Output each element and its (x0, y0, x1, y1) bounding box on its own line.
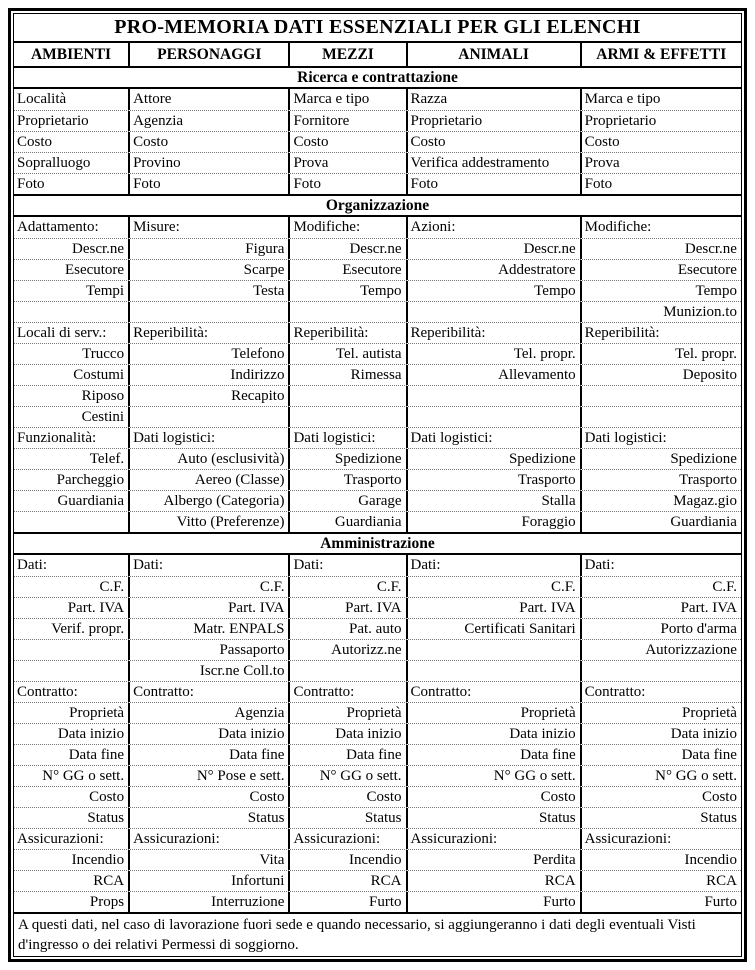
table-cell: Foto (130, 174, 290, 194)
table-cell: Guardiania (670, 513, 737, 530)
table-row (14, 343, 741, 364)
table-cell: Proprietà (290, 703, 407, 723)
table-cell: Garage (290, 491, 407, 511)
table-cell: Foto (408, 174, 582, 194)
table-cell (408, 661, 582, 681)
table-cell: Part. IVA (14, 598, 130, 618)
table-cell: Infortuni (130, 871, 290, 891)
table-cell (408, 386, 582, 406)
table-cell: Proprietario (14, 111, 130, 131)
table-cell: Dati logistici: (290, 428, 407, 448)
table-cell: Pat. auto (290, 619, 407, 639)
table-row (14, 173, 741, 194)
section-header: Amministrazione (14, 532, 741, 555)
table-cell: Funzionalità: (14, 428, 130, 448)
section-header: Organizzazione (14, 194, 741, 217)
table-cell (290, 407, 407, 427)
table-cell (14, 302, 130, 322)
table-cell: Costo (14, 787, 130, 807)
table-cell: Autorizzazione (645, 641, 737, 658)
table-cell: Incendio (684, 851, 737, 868)
table-cell: Verif. propr. (14, 619, 130, 639)
table-row (14, 301, 741, 322)
table-cell: Telefono (130, 344, 290, 364)
table-cell: Dati: (130, 555, 290, 576)
table-cell: Status (130, 808, 290, 828)
table-cell: Verifica addestramento (408, 153, 582, 173)
table-cell: Tel. autista (290, 344, 407, 364)
table-cell: Trasporto (290, 470, 407, 490)
table-cell (130, 407, 290, 427)
table-cell: Contratto: (14, 682, 130, 702)
table-cell: Data fine (130, 745, 290, 765)
table-cell: Costo (14, 132, 130, 152)
table-cell: Status (290, 808, 407, 828)
table-cell: Descr.ne (290, 239, 407, 259)
table-cell: Stalla (408, 491, 582, 511)
table-cell: Agenzia (130, 111, 290, 131)
table-cell: Contratto: (290, 682, 407, 702)
table-cell: Esecutore (290, 260, 407, 280)
table-cell: Costo (408, 132, 582, 152)
table-cell: Albergo (Categoria) (130, 491, 290, 511)
column-header: AMBIENTI (14, 43, 130, 66)
table-cell (582, 661, 741, 681)
table-cell: Status (700, 809, 737, 826)
table-row (14, 744, 741, 765)
table-cell: Proprietario (584, 112, 657, 129)
table-cell: Costo (290, 132, 407, 152)
table-cell: Costo (130, 132, 290, 152)
table-row (14, 448, 741, 469)
table-cell: Costumi (14, 365, 130, 385)
table-cell (290, 661, 407, 681)
table-cell: Trucco (14, 344, 130, 364)
table-cell: RCA (14, 871, 130, 891)
column-header: ARMI & EFFETTI (596, 45, 727, 63)
table-cell: Data fine (290, 745, 407, 765)
table-cell: Auto (esclusività) (130, 449, 290, 469)
table-cell: RCA (290, 871, 407, 891)
table-cell: Prova (290, 153, 407, 173)
table-row (14, 490, 741, 511)
table-row (14, 576, 741, 597)
table-cell: Deposito (682, 366, 737, 383)
table-cell: Contratto: (584, 683, 646, 700)
table-row (14, 849, 741, 870)
table-cell: Modifiche: (584, 219, 652, 235)
table-row (14, 322, 741, 343)
table-cell: Spedizione (290, 449, 407, 469)
table-cell: Dati logistici: (130, 428, 290, 448)
table-cell: Esecutore (677, 261, 737, 278)
footer-note: A questi dati, nel caso di lavorazione fuori sede e quando necessario, si aggiungeranno i dati degli eventuali Visti d'ingresso o dei relativi Permessi di soggiorno. (14, 912, 741, 956)
table-row (14, 828, 741, 849)
table-cell: Matr. ENPALS (130, 619, 290, 639)
table-cell: N° GG o sett. (655, 767, 737, 784)
table-row (14, 786, 741, 807)
table-cell: N° GG o sett. (14, 766, 130, 786)
table-cell: Proprietario (408, 111, 582, 131)
table-cell: Aereo (Classe) (130, 470, 290, 490)
table-cell: Spedizione (670, 450, 737, 467)
table-cell: Furto (290, 892, 407, 912)
table-cell: Marca e tipo (290, 89, 407, 110)
column-header-row (14, 41, 741, 66)
table-cell (408, 640, 582, 660)
table-cell: Trasporto (408, 470, 582, 490)
table-cell: Part. IVA (680, 599, 737, 616)
table-cell: Testa (130, 281, 290, 301)
table-cell: Passaporto (130, 640, 290, 660)
table-cell: Dati: (14, 555, 130, 576)
table-cell: Costo (130, 787, 290, 807)
column-header: PERSONAGGI (130, 43, 290, 66)
table-cell: Furto (408, 892, 582, 912)
table-cell: Costo (408, 787, 582, 807)
table-cell: Tel. propr. (675, 345, 737, 362)
table-cell: Agenzia (130, 703, 290, 723)
table-cell: Data fine (681, 746, 737, 763)
table-cell: Data inizio (670, 725, 737, 742)
table-cell: Recapito (130, 386, 290, 406)
table-cell: Assicurazioni: (14, 829, 130, 849)
table-cell: Spedizione (408, 449, 582, 469)
table-row (14, 555, 741, 576)
table-cell: Part. IVA (130, 598, 290, 618)
table-cell: Costo (584, 133, 620, 150)
table-cell: Props (14, 892, 130, 912)
table-cell: N° Pose e sett. (130, 766, 290, 786)
table-cell: Località (14, 89, 130, 110)
table-row (14, 469, 741, 490)
table-cell: Vitto (Preferenze) (130, 512, 290, 532)
table-row (14, 511, 741, 532)
table-row (14, 660, 741, 681)
table-row (14, 152, 741, 173)
table-cell: Data fine (14, 745, 130, 765)
table-row (14, 681, 741, 702)
table-cell: Dati: (408, 555, 582, 576)
table-cell: Indirizzo (130, 365, 290, 385)
table-row (14, 870, 741, 891)
table-cell: Tempo (408, 281, 582, 301)
table-cell: Foraggio (408, 512, 582, 532)
table-cell: Foto (290, 174, 407, 194)
table-cell: Iscr.ne Coll.to (130, 661, 290, 681)
table-cell: Vita (130, 850, 290, 870)
pro-memoria-table (8, 8, 747, 962)
column-header: ANIMALI (408, 43, 582, 66)
table-cell: Contratto: (408, 682, 582, 702)
table-cell: C.F. (408, 577, 582, 597)
table-row (14, 765, 741, 786)
table-row (14, 217, 741, 238)
table-cell (14, 512, 130, 532)
table-cell: Perdita (408, 850, 582, 870)
table-cell: Misure: (130, 217, 290, 238)
table-cell: Tempi (14, 281, 130, 301)
table-cell: Provino (130, 153, 290, 173)
table-cell (408, 407, 582, 427)
table-cell (14, 661, 130, 681)
table-cell (130, 302, 290, 322)
table-cell: Adattamento: (14, 217, 130, 238)
table-cell: Certificati Sanitari (408, 619, 582, 639)
table-cell (582, 386, 741, 406)
table-cell: Descr.ne (408, 239, 582, 259)
table-cell: RCA (408, 871, 582, 891)
table-row (14, 131, 741, 152)
table-row (14, 385, 741, 406)
table-row (14, 702, 741, 723)
table-cell: Locali di serv.: (14, 323, 130, 343)
table-cell: Figura (130, 239, 290, 259)
table-cell (14, 640, 130, 660)
table-row (14, 238, 741, 259)
table-cell: Data inizio (14, 724, 130, 744)
table-cell: Autorizz.ne (290, 640, 407, 660)
table-cell: Data inizio (290, 724, 407, 744)
table-row (14, 110, 741, 131)
table-cell: Dati logistici: (408, 428, 582, 448)
table-cell: Esecutore (14, 260, 130, 280)
table-cell: Guardiania (290, 512, 407, 532)
table-cell: Descr.ne (684, 240, 737, 257)
table-cell: Status (408, 808, 582, 828)
table-row (14, 891, 741, 912)
table-row (14, 427, 741, 448)
table-cell (408, 302, 582, 322)
table-cell (290, 386, 407, 406)
table-cell: Tempo (695, 282, 737, 299)
table-cell: Reperibilità: (408, 323, 582, 343)
table-cell: Assicurazioni: (290, 829, 407, 849)
table-cell: Cestini (14, 407, 130, 427)
table-cell: C.F. (290, 577, 407, 597)
table-cell: Dati logistici: (584, 429, 667, 446)
column-header: MEZZI (290, 43, 407, 66)
table-cell: Telef. (14, 449, 130, 469)
table-cell: Rimessa (290, 365, 407, 385)
table-cell: Data inizio (408, 724, 582, 744)
table-row (14, 723, 741, 744)
table-cell: N° GG o sett. (408, 766, 582, 786)
table-row (14, 406, 741, 427)
table-cell: Munizion.to (663, 303, 737, 320)
table-cell: Incendio (290, 850, 407, 870)
table-cell: Fornitore (290, 111, 407, 131)
table-cell: Razza (408, 89, 582, 110)
table-cell: Tel. propr. (408, 344, 582, 364)
table-cell: Allevamento (408, 365, 582, 385)
table-cell: Assicurazioni: (408, 829, 582, 849)
table-cell: Proprietà (14, 703, 130, 723)
table-row (14, 807, 741, 828)
table-cell: Assicurazioni: (130, 829, 290, 849)
table-cell: Riposo (14, 386, 130, 406)
table-cell: Part. IVA (290, 598, 407, 618)
table-cell (290, 302, 407, 322)
table-cell: Attore (130, 89, 290, 110)
table-row (14, 597, 741, 618)
table-cell: Azioni: (408, 217, 582, 238)
table-cell: Addestratore (408, 260, 582, 280)
table-cell: Furto (704, 893, 737, 910)
table-cell: Reperibilità: (290, 323, 407, 343)
table-cell: Sopralluogo (14, 153, 130, 173)
table-row (14, 618, 741, 639)
table-cell: Status (14, 808, 130, 828)
table-cell: RCA (706, 872, 737, 889)
table-cell: Data inizio (130, 724, 290, 744)
table-cell: C.F. (14, 577, 130, 597)
table-inner-border (13, 13, 742, 957)
table-cell: Scarpe (130, 260, 290, 280)
table-cell: Costo (290, 787, 407, 807)
table-cell: Assicurazioni: (584, 830, 672, 847)
table-cell: Part. IVA (408, 598, 582, 618)
table-cell: Prova (584, 154, 620, 171)
table-cell: Porto d'arma (660, 620, 737, 637)
table-cell: Interruzione (130, 892, 290, 912)
table-cell: Parcheggio (14, 470, 130, 490)
table-cell: Costo (701, 788, 737, 805)
table-cell: Reperibilità: (130, 323, 290, 343)
table-cell: Trasporto (679, 471, 737, 488)
table-cell: Data fine (408, 745, 582, 765)
table-cell: C.F. (712, 578, 737, 595)
table-cell: Descr.ne (14, 239, 130, 259)
table-row (14, 639, 741, 660)
page-title: PRO-MEMORIA DATI ESSENZIALI PER GLI ELENCHI (114, 16, 641, 38)
table-row (14, 259, 741, 280)
table-row (14, 364, 741, 385)
table-cell: Modifiche: (290, 217, 407, 238)
table-cell: Reperibilità: (584, 324, 660, 341)
table-cell: C.F. (130, 577, 290, 597)
table-cell (582, 407, 741, 427)
table-cell: Proprietà (408, 703, 582, 723)
table-cell: Dati: (290, 555, 407, 576)
table-cell: Magaz.gio (673, 492, 737, 509)
section-header: Ricerca e contrattazione (14, 66, 741, 89)
table-row (14, 280, 741, 301)
table-cell: Foto (14, 174, 130, 194)
table-cell: Foto (584, 175, 613, 192)
table-cell: N° GG o sett. (290, 766, 407, 786)
table-cell: Tempo (290, 281, 407, 301)
table-row (14, 89, 741, 110)
table-cell: Dati: (584, 557, 615, 573)
table-cell: Proprietà (681, 704, 737, 721)
table-cell: Guardiania (14, 491, 130, 511)
table-cell: Incendio (14, 850, 130, 870)
table-cell: Contratto: (130, 682, 290, 702)
table-cell: Marca e tipo (584, 91, 661, 107)
